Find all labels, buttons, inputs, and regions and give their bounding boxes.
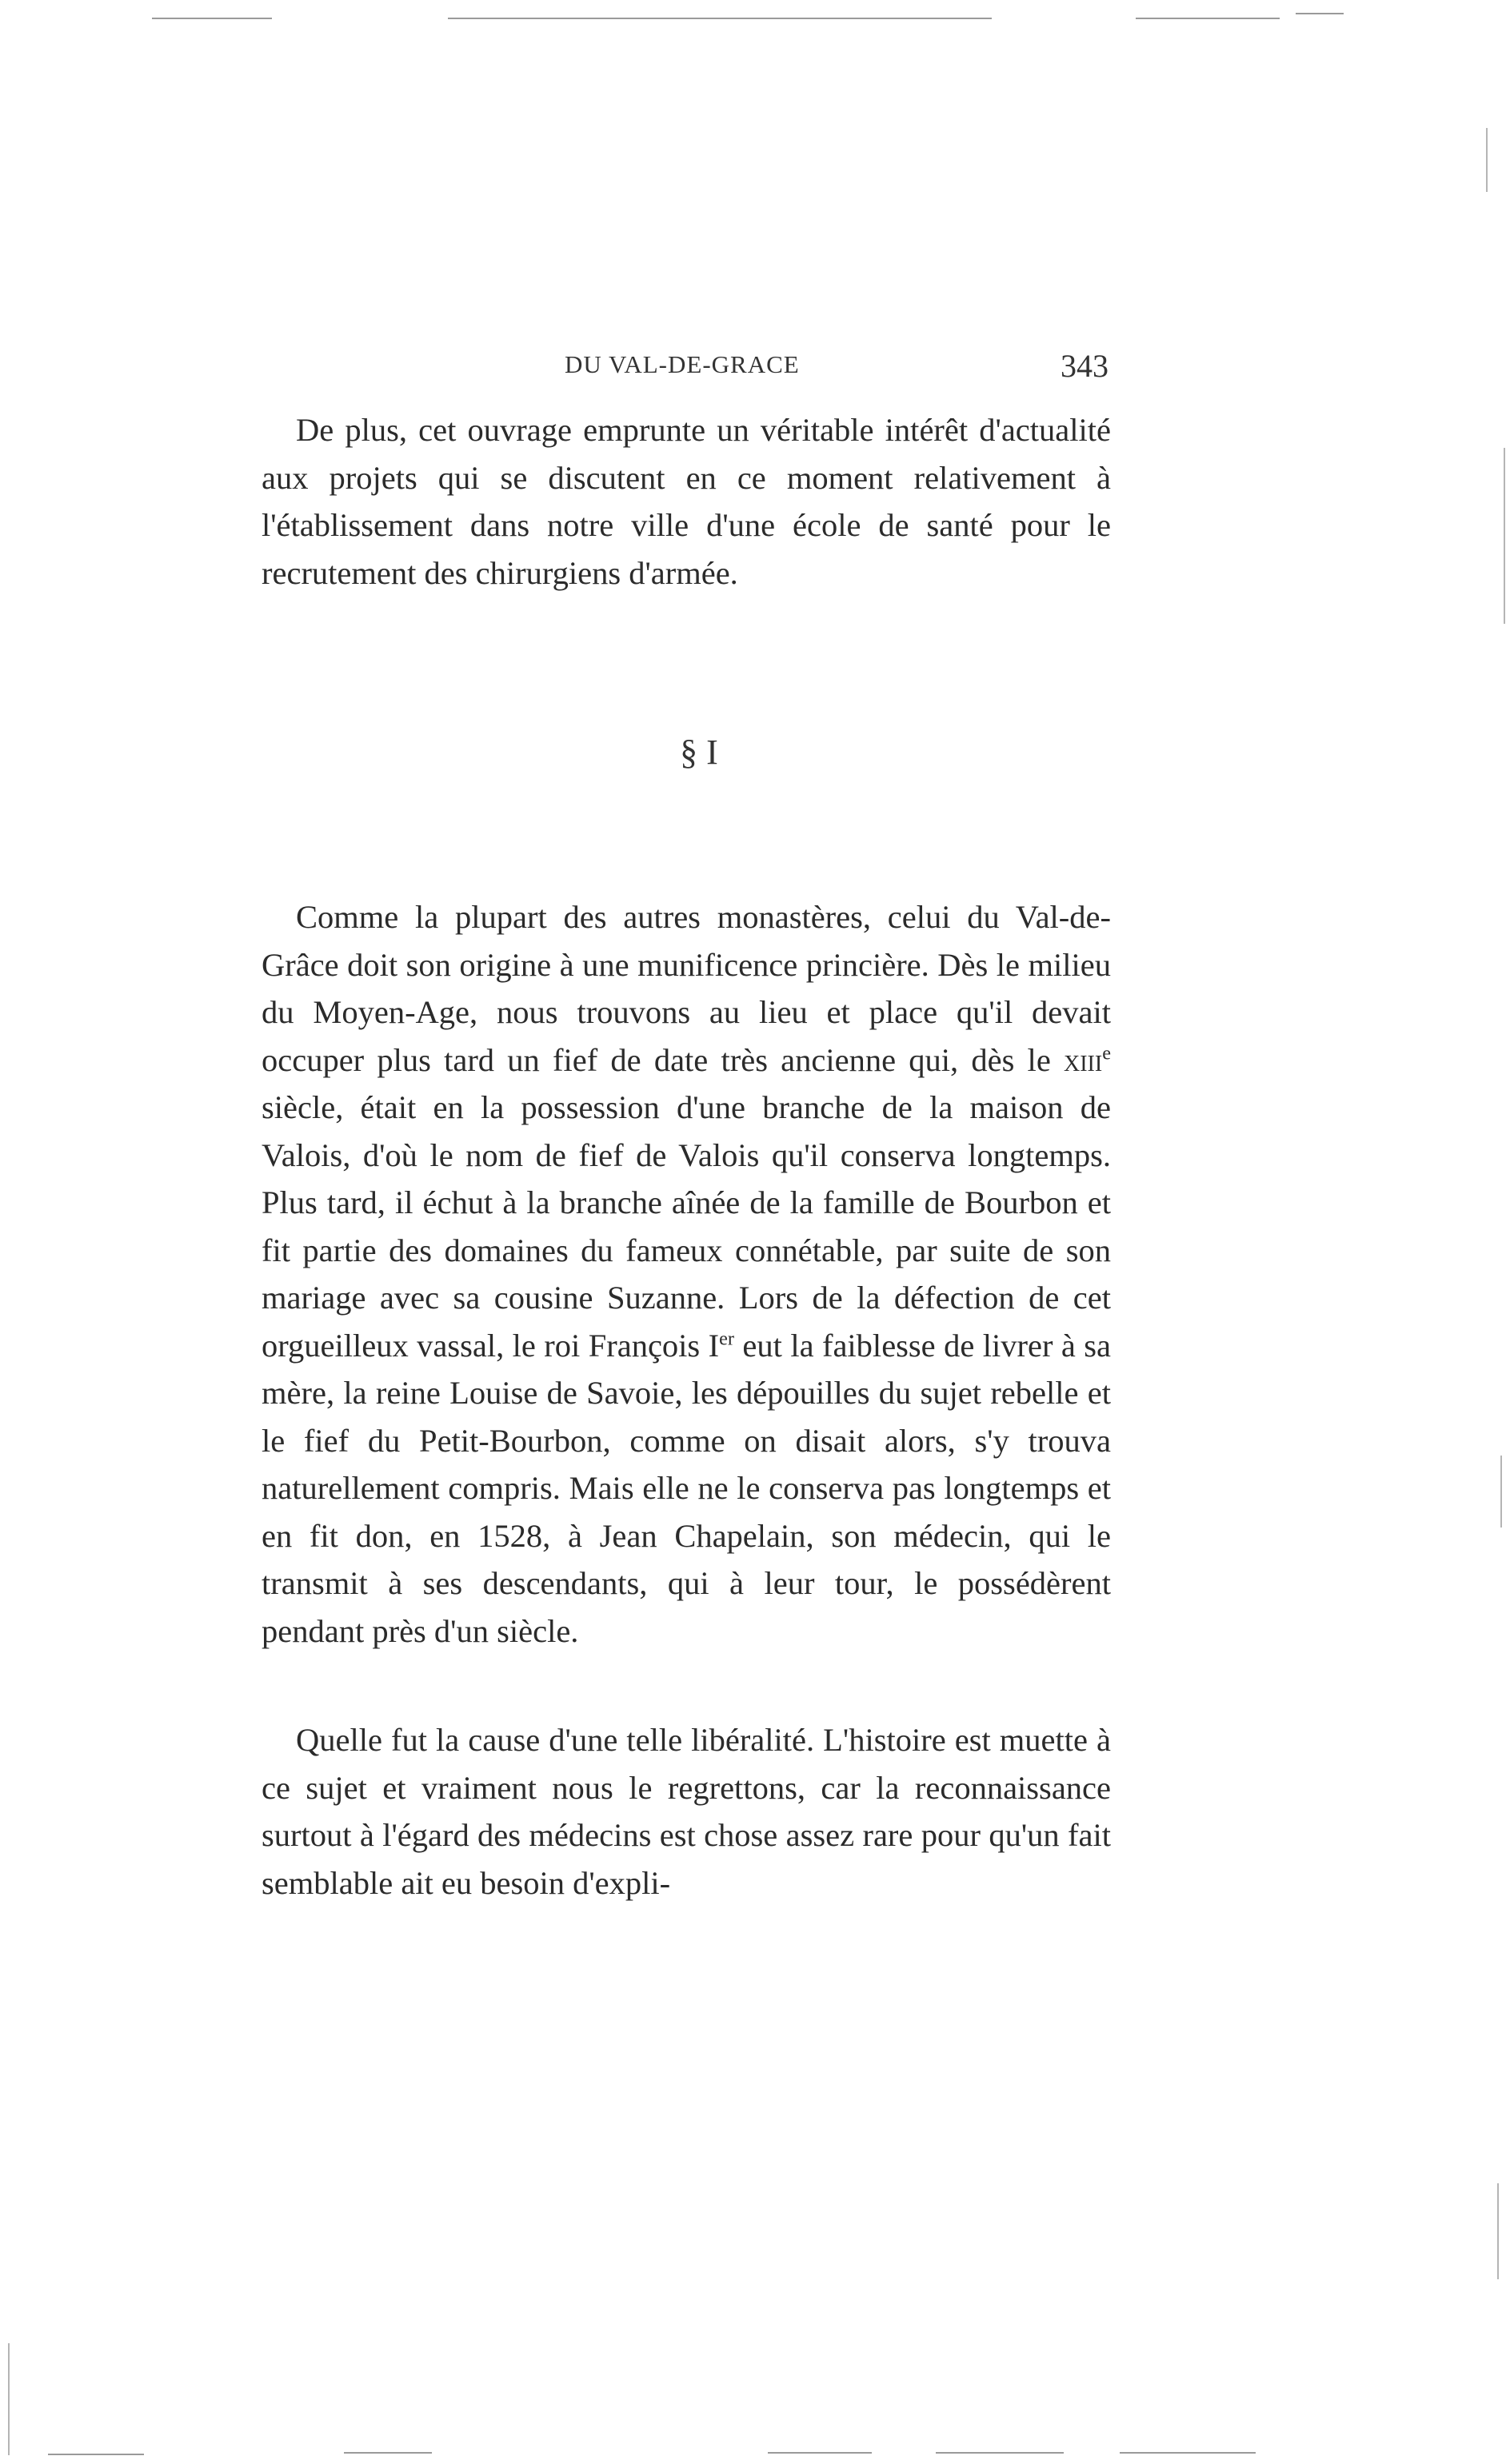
scan-edge-mark [1486, 128, 1488, 192]
scan-edge-mark [1504, 448, 1505, 624]
scan-bottom-rule [768, 2452, 872, 2454]
paragraph-3: Quelle fut la cause d'une telle libéralité. L'histoire est muette à ce sujet et vraiment nous le regrettons, car la reconnaissance surtout à l'égard des médecins est chose assez rare pour qu'un fait semblable ait eu besoin d'expli- [262, 1722, 1111, 1901]
scan-top-rule [152, 18, 272, 19]
section-heading [0, 732, 1510, 773]
running-head [565, 347, 1109, 395]
scan-edge-mark [1500, 1456, 1502, 1528]
scan-top-rule [1136, 18, 1280, 19]
section-heading-text: § I [680, 733, 718, 772]
page-number: 343 [1061, 348, 1109, 384]
running-head-title: DU VAL-DE-GRACE [565, 350, 800, 378]
scan-bottom-rule [936, 2452, 1064, 2454]
paragraph-2 [262, 893, 1111, 1655]
paragraph-3-block [262, 1716, 1111, 1907]
scan-edge-mark [8, 2343, 10, 2455]
paragraph-2-part-3: eut la faiblesse de livrer à sa mère, la reine Louise de Savoie, les dépouilles du sujet rebelle et le fief du Petit-Bourbon, comme on disait alors, s'y trouva naturellement compris. Mais elle ne le conserva pas longtemps et en fit don, en 1528, à Jean Chapelain, son médecin, qui le transmit à ses descendants, qui à leur tour, le possédèrent pendant près d'un siècle. [262, 1327, 1111, 1649]
scan-bottom-rule [344, 2452, 432, 2454]
century-numeral: xiii [1064, 1041, 1103, 1078]
king-superscript: er [719, 1328, 734, 1349]
paragraph-2-block [262, 893, 1111, 1655]
paragraph-2-part-1: Comme la plupart des autres monastères, celui du Val-de-Grâce doit son origine à une munificence princière. Dès le milieu du Moyen-Age, nous trouvons au lieu et place qu'il devait occuper plus tard un fief de date très ancienne qui, dès le [262, 899, 1111, 1078]
paragraph-2-part-2: siècle, était en la possession d'une branche de la maison de Valois, d'où le nom de fief de Valois qu'il conserva longtemps. Plus tard, il échut à la branche aînée de la famille de Bourbon et fit partie des domaines du fameux connétable, par suite de son mariage avec sa cousine Suzanne. Lors de la défection de cet orgueilleux vassal, le roi François I [262, 1089, 1111, 1364]
scan-bottom-rule [48, 2454, 144, 2455]
scan-top-rule [448, 18, 992, 19]
century-superscript: e [1102, 1042, 1111, 1064]
scan-top-rule [1296, 13, 1344, 14]
scan-edge-mark [1497, 2183, 1499, 2279]
scan-bottom-rule [1120, 2452, 1256, 2454]
paragraph-1-block [262, 406, 1111, 597]
paragraph-1: De plus, cet ouvrage emprunte un véritable intérêt d'actualité aux projets qui se discutent en ce moment relativement à l'établissement dans notre ville d'une école de santé pour le recrutement des chirurgiens d'armée. [262, 412, 1111, 591]
